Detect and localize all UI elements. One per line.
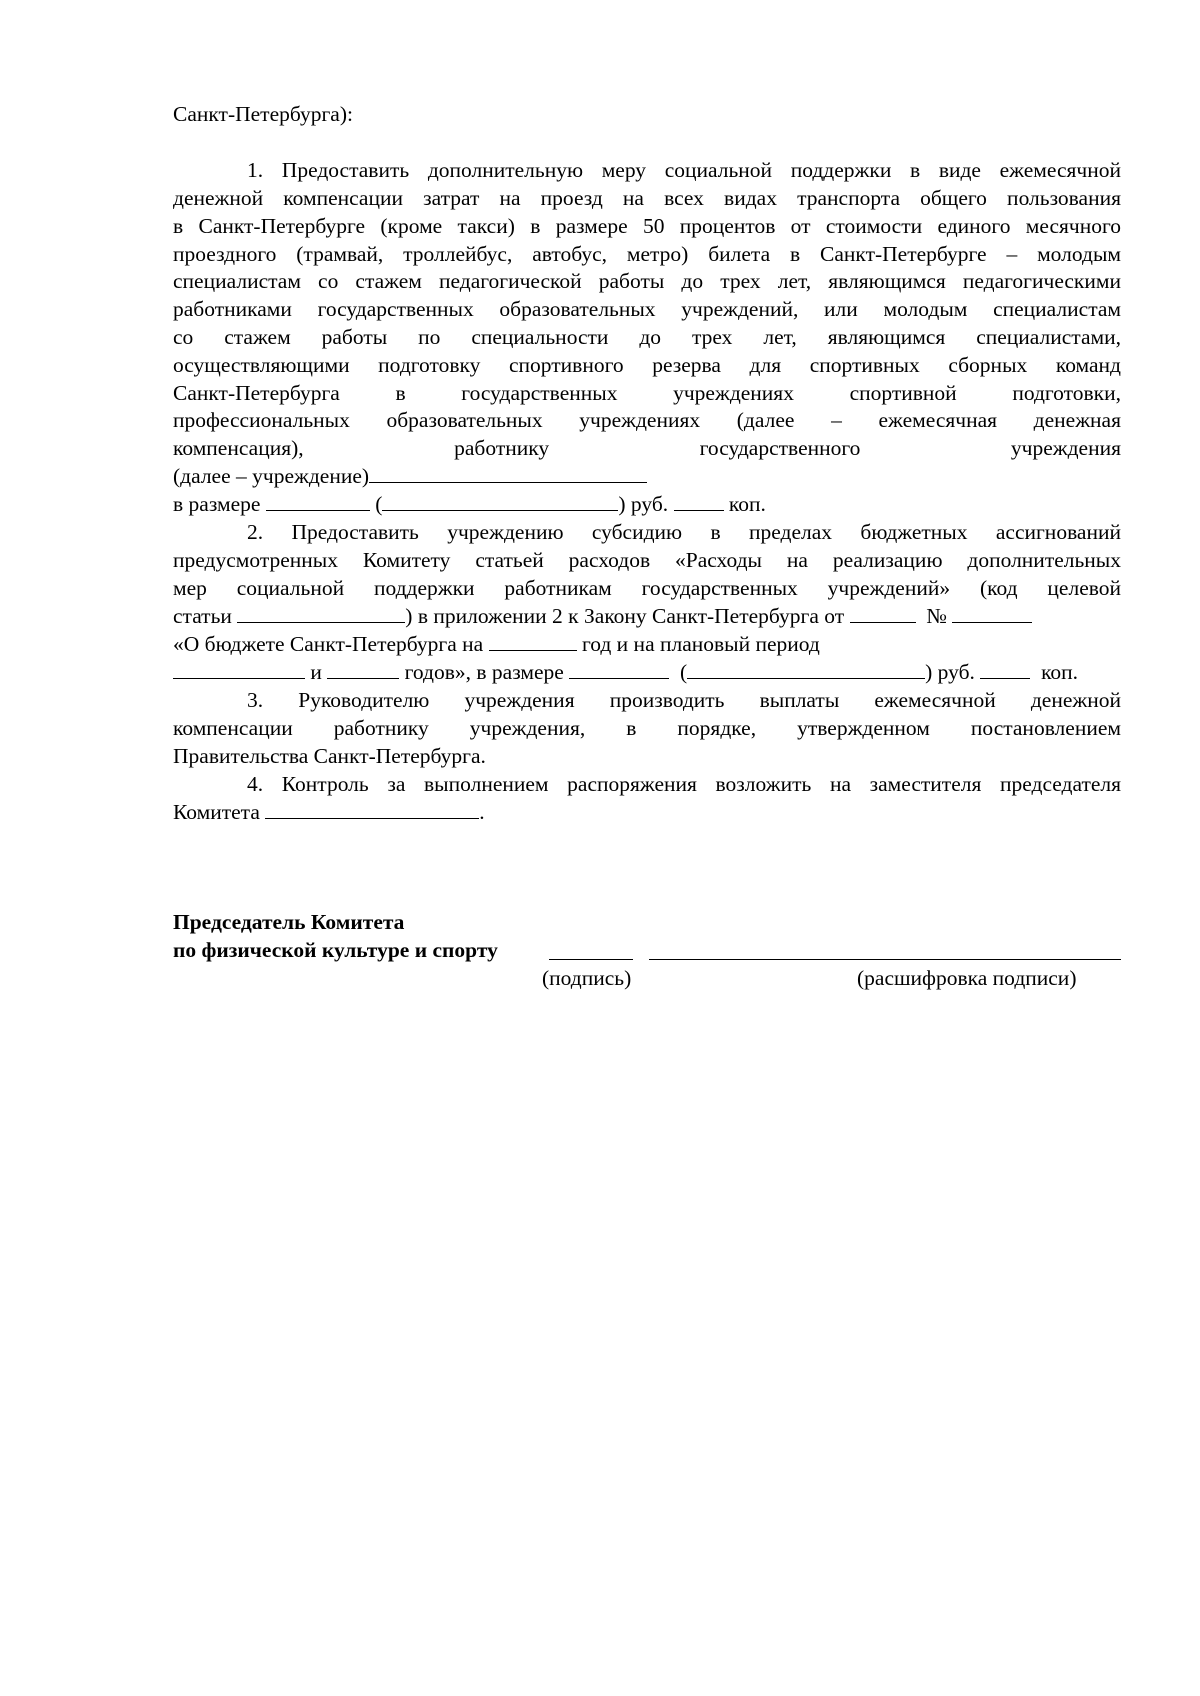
- and-label: и: [310, 660, 322, 684]
- item4-line1: 4. Контроль за выполнением распоряжения возложить на заместителя председателя: [247, 772, 1121, 796]
- kop-label: коп.: [728, 492, 766, 516]
- item1-line2: денежной компенсации затрат на проезд на всех видах транспорта общего пользования: [173, 186, 1121, 210]
- target-code-blank[interactable]: [237, 604, 405, 623]
- signature-caption: (подпись): [542, 966, 632, 990]
- signature-decoding-caption: (расшифровка подписи): [857, 966, 1077, 990]
- item2-line3: мер социальной поддержки работникам государственных учреждений» (код целевой: [173, 576, 1121, 600]
- item2-line6: [173, 659, 1078, 685]
- law-number-blank[interactable]: [952, 604, 1032, 623]
- amount-label: в размере: [173, 492, 261, 516]
- period-mark: .: [479, 800, 485, 824]
- item1-line11: компенсация), работнику государственного учреждения: [173, 436, 1121, 460]
- period-start-blank[interactable]: [173, 660, 305, 679]
- amount-words-blank[interactable]: [382, 492, 618, 511]
- subsidy-kopecks-blank[interactable]: [980, 660, 1030, 679]
- signature-blank[interactable]: [549, 959, 633, 960]
- item1-line12: [173, 463, 647, 489]
- item4-line2: [173, 799, 485, 825]
- deputy-name-blank[interactable]: [265, 800, 479, 819]
- item1-line5: специалистам со стажем педагогической работы до трех лет, являющимся педагогическими: [173, 269, 1121, 293]
- article-label: статьи: [173, 604, 232, 628]
- item1-line10: профессиональных образовательных учреждениях (далее – ежемесячная денежная: [173, 408, 1121, 432]
- subsidy-digits-blank[interactable]: [569, 660, 669, 679]
- item1-line7: со стажем работы по специальности до трех лет, являющимся специалистами,: [173, 325, 1121, 349]
- signature-decoding-blank[interactable]: [649, 959, 1121, 960]
- law-reference: ) в приложении 2 к Закону Санкт-Петербурга от: [405, 604, 845, 628]
- rub-label-2: ) руб.: [925, 660, 975, 684]
- item1-line4: проездного (трамвай, троллейбус, автобус, метро) билета в Санкт-Петербурге – молодым: [173, 242, 1121, 266]
- item1-line3: в Санкт-Петербурге (кроме такси) в размере 50 процентов от стоимости единого месячного: [173, 214, 1121, 238]
- intro-tail: Санкт-Петербурга):: [173, 102, 353, 126]
- signatory-title-line2: по физической культуре и спорту: [173, 938, 498, 962]
- paren-open: (: [375, 492, 383, 516]
- number-sign: №: [926, 604, 947, 628]
- item1-line12-text: (далее – учреждение): [173, 464, 370, 488]
- item1-line1: 1. Предоставить дополнительную меру социальной поддержки в виде ежемесячной: [247, 158, 1121, 182]
- rub-label: ) руб.: [618, 492, 669, 516]
- committee-label: Комитета: [173, 800, 260, 824]
- item1-line8: осуществляющими подготовку спортивного резерва для спортивных сборных команд: [173, 353, 1121, 377]
- item3-line2: компенсации работнику учреждения, в порядке, утвержденном постановлением: [173, 716, 1121, 740]
- years-amount-label: годов», в размере: [404, 660, 564, 684]
- kop-label-2: коп.: [1041, 660, 1079, 684]
- item1-line9: Санкт-Петербурга в государственных учреждениях спортивной подготовки,: [173, 381, 1121, 405]
- subsidy-words-blank[interactable]: [687, 660, 925, 679]
- item1-line6: работниками государственных образовательных учреждений, или молодым специалистам: [173, 297, 1121, 321]
- item3-line1: 3. Руководителю учреждения производить выплаты ежемесячной денежной: [247, 688, 1121, 712]
- planning-period-label: год и на плановый период: [581, 632, 820, 656]
- signatory-title-line1: Председатель Комитета: [173, 910, 405, 934]
- amount-digits-blank[interactable]: [266, 492, 370, 511]
- institution-name-blank[interactable]: [369, 464, 647, 483]
- item2-line4: [173, 603, 1032, 629]
- budget-year-blank[interactable]: [489, 632, 577, 651]
- item2-line2: предусмотренных Комитету статьей расходов «Расходы на реализацию дополнительных: [173, 548, 1121, 572]
- budget-law-title: «О бюджете Санкт-Петербурга на: [173, 632, 484, 656]
- period-end-blank[interactable]: [327, 660, 399, 679]
- item3-line3: Правительства Санкт-Петербурга.: [173, 744, 486, 768]
- paren-open-2: (: [679, 660, 688, 684]
- item2-line5: [173, 631, 820, 657]
- law-date-blank[interactable]: [850, 604, 916, 623]
- item2-line1: 2. Предоставить учреждению субсидию в пределах бюджетных ассигнований: [247, 520, 1121, 544]
- item1-line13: [173, 491, 766, 517]
- kopecks-blank[interactable]: [674, 492, 724, 511]
